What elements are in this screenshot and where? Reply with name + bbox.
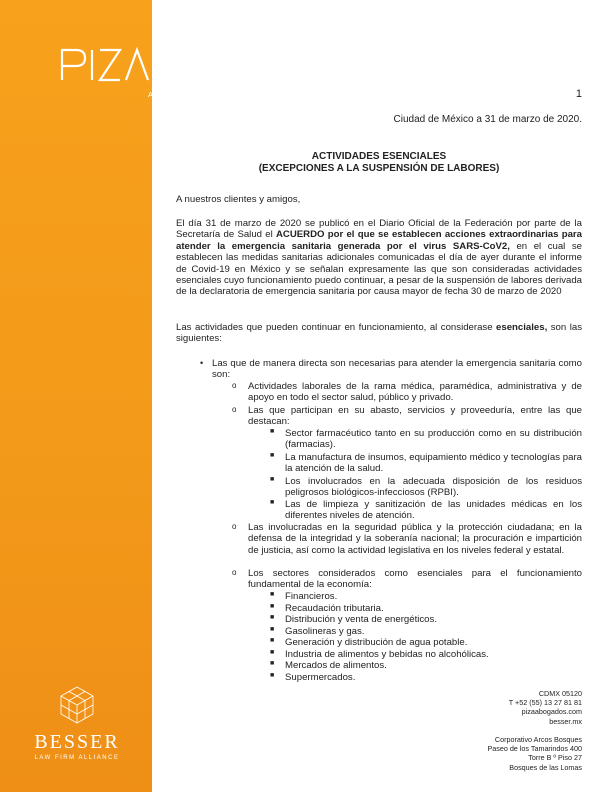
p2-bold: esenciales, (496, 322, 548, 333)
sub4-item-6: Industria de alimentos y bebidas no alcohólicas. (285, 649, 489, 660)
sub2-item-2: La manufactura de insumos, equipamiento médico y tecnologías para la atención de la salud. (285, 452, 582, 475)
circle-bullet-icon: o (232, 381, 237, 390)
sub4-item-5: Generación y distribución de agua potable. (285, 637, 468, 648)
alliance-tagline: LAW FIRM ALLIANCE (34, 755, 120, 761)
circle-bullet-icon: o (232, 522, 237, 531)
sub4-item-8: Supermercados. (285, 672, 356, 683)
alliance-logo (22, 685, 132, 761)
greeting: A nuestros clientes y amigos, (176, 194, 301, 205)
square-bullet-icon: ■ (270, 614, 275, 621)
sub4-item-4: Gasolineras y gas. (285, 626, 365, 637)
square-bullet-icon: ■ (270, 637, 275, 644)
square-bullet-icon: ■ (270, 591, 275, 598)
date-line: Ciudad de México a 31 de marzo de 2020. (393, 114, 582, 125)
title-line-2: (EXCEPCIONES A LA SUSPENSIÓN DE LABORES) (258, 163, 500, 174)
circle-bullet-icon: o (232, 568, 237, 577)
firm-logo (58, 40, 248, 102)
sub2-item-4: Las de limpieza y sanitización de las unidades médicas en los diferentes niveles de atención. (285, 499, 582, 522)
sublist-item-2: Las que participan en su abasto, servicios y proveeduría, entre las que destacan: (248, 405, 582, 428)
square-bullet-icon: ■ (270, 660, 275, 667)
sub4-item-2: Recaudación tributaria. (285, 603, 384, 614)
sidebar-band (0, 0, 152, 792)
square-bullet-icon: ■ (270, 476, 275, 483)
square-bullet-icon: ■ (270, 603, 275, 610)
paragraph-1 (176, 218, 582, 298)
bullet-dot-icon: • (200, 358, 204, 368)
square-bullet-icon: ■ (270, 672, 275, 679)
p1-text-a: El día 31 de marzo de 2020 se publicó en el Diario Oficial de la Federación por parte de la Secretaría de Salud el (176, 218, 582, 241)
square-bullet-icon: ■ (270, 499, 275, 506)
alliance-name: BESSER (34, 731, 120, 753)
list-item-1: Las que de manera directa son necesarias para atender la emergencia sanitaria como son: (212, 358, 582, 381)
logo-tagline: ATTORNEYS AT LAW (148, 90, 227, 99)
square-bullet-icon: ■ (270, 649, 275, 656)
footer-postal: CDMX 05120 (538, 689, 582, 698)
footer-address (487, 735, 582, 772)
sublist-item-4: Los sectores considerados como esenciales para el funcionamiento fundamental de la economía: (248, 568, 582, 591)
p1-bold: ACUERDO por el que se establecen acciones extraordinarias para atender la emergencia sanitaria generada por el virus SARS-CoV2, (176, 229, 582, 252)
sub4-item-7: Mercados de alimentos. (285, 660, 387, 671)
square-bullet-icon: ■ (270, 626, 275, 633)
circle-bullet-icon: o (232, 405, 237, 414)
sublist-item-3: Las involucradas en la seguridad pública y la protección ciudadana; en la defensa de la integridad y la soberanía nacional; la procuración e impartición de justicia, así como la actividad legislativa en los niveles federal y estatal. (248, 522, 582, 556)
cube-grid-icon (59, 685, 95, 725)
sub2-item-1: Sector farmacéutico tanto en su producción como en su distribución (farmacias). (285, 428, 582, 451)
footer-phone: T +52 (55) 13 27 81 81 (508, 698, 582, 708)
sublist-item-1: Actividades laborales de la rama médica, paramédica, administrativa y de apoyo en todo el sector salud, público y privado. (248, 381, 582, 404)
address-line-2: Paseo de los Tamarindos 400 (487, 744, 582, 754)
title-line-1: ACTIVIDADES ESENCIALES (311, 151, 447, 162)
p2-text-b: son las siguientes: (176, 322, 582, 345)
square-bullet-icon: ■ (270, 452, 275, 459)
sub4-item-3: Distribución y venta de energéticos. (285, 614, 437, 625)
footer-alliance-link[interactable]: besser.mx (549, 716, 582, 726)
sub4-item-1: Financieros. (285, 591, 338, 602)
square-bullet-icon: ■ (270, 428, 275, 435)
address-line-1: Corporativo Arcos Bosques (494, 735, 582, 744)
sub2-item-3: Los involucrados en la adecuada disposición de los residuos peligrosos biológicos-infecciosos (RPBI). (285, 476, 582, 499)
address-line-3: Torre B º Piso 27 (528, 753, 582, 763)
p1-text-b: en el cual se establecen las medidas sanitarias adicionales comunicadas el día de ayer durante el informe de Covid-19 en México y se señalan expresamente las que son consideradas actividades esenciales cuyo funcionamiento puedo continuar, a pesar de la suspensión de labores derivada de la declaratoria de emergencia sanitaria por causa mayor de fecha 30 de marzo de 2020 (176, 240, 582, 298)
footer-website-link[interactable]: pizaabogados.com (521, 707, 582, 717)
page-number: 1 (575, 88, 582, 100)
address-line-4: Bosques de las Lomas (509, 762, 582, 772)
footer-contact (509, 689, 582, 726)
paragraph-2 (176, 322, 582, 345)
document-title (176, 151, 582, 175)
p2-text-a: Las actividades que pueden continuar en funcionamiento, al considerase (176, 322, 497, 333)
